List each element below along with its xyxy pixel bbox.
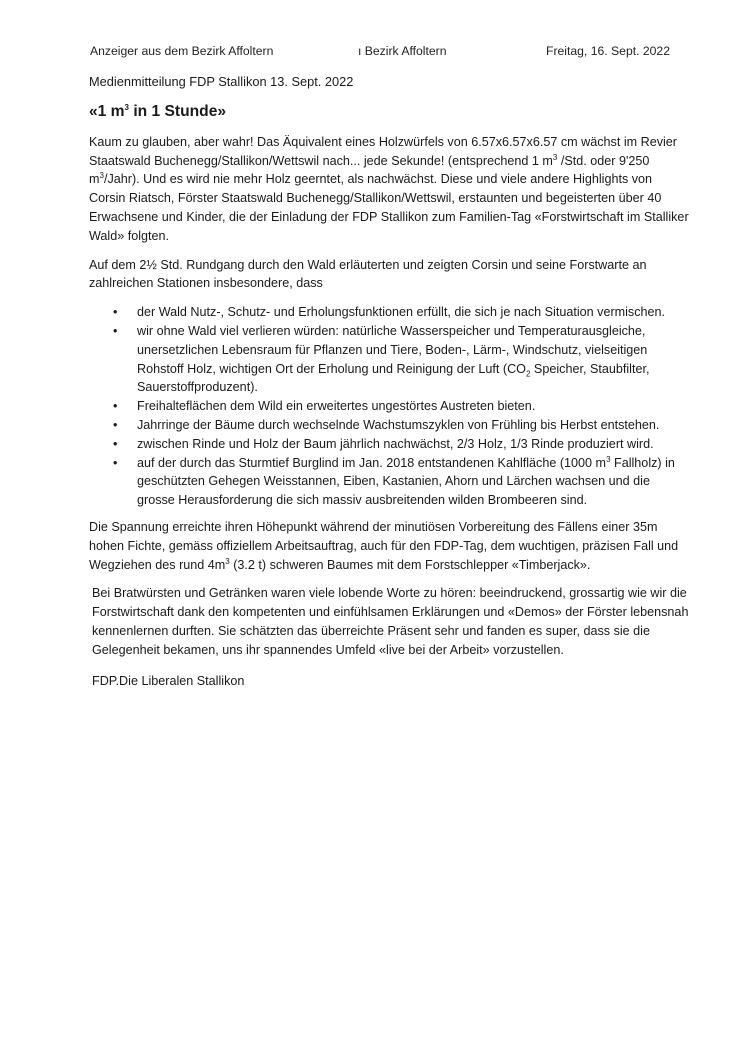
intro-superscript-2: 3	[99, 171, 104, 181]
signature: FDP.Die Liberalen Stallikon	[92, 673, 245, 688]
headline-part-1: «1 m	[89, 102, 125, 120]
list-item-text-continued: Speicher, Staubfilter, Sauerstoffproduzent).	[137, 361, 650, 395]
climax-text-2: (3.2 t) schweren Baumes mit dem Forstschlepper «Timberjack».	[229, 557, 591, 572]
intro-text-1: Kaum zu glauben, aber wahr! Das Äquivalent eines Holzwürfels von 6.57x6.57x6.57 cm wächst im Revier Staatswald Buchenegg/Stallikon/Wettswil nach... jede Sekunde! (entsprechend 1 m	[89, 134, 678, 168]
list-item	[113, 397, 689, 416]
bullet-marker: •	[113, 417, 118, 432]
list-item-text: Jahrringe der Bäume durch wechselnde Wachstumszyklen von Frühling bis Herbst entstehen.	[137, 417, 660, 432]
header-publication: Anzeiger aus dem Bezirk Affoltern	[90, 44, 274, 58]
list-item	[113, 435, 689, 454]
press-release-line: Medienmitteilung FDP Stallikon 13. Sept. 2022	[89, 74, 354, 89]
list-item	[113, 322, 689, 397]
article-headline	[89, 102, 689, 122]
intro-superscript-1: 3	[552, 152, 558, 162]
list-item-text: auf der durch das Sturmtief Burglind im Jan. 2018 entstandenen Kahlfläche (1000 m	[137, 455, 607, 470]
list-item-text: der Wald Nutz-, Schutz- und Erholungsfunktionen erfüllt, die sich je nach Situation vermischen.	[137, 305, 666, 320]
list-item	[113, 416, 689, 435]
bullet-marker: •	[113, 323, 118, 338]
closing-paragraph: Bei Bratwürsten und Getränken waren viele lobende Worte zu hören: beeindruckend, grossartig wie wir die Forstwirtschaft dank den kompetenten und einfühlsamen Erklärungen und «Demos» der Förster lebensnah kennenlernen durften. Sie schätzten das überreichte Präsent sehr und fanden es super, dass sie die Gelegenheit bekamen, uns ihr spannendes Umfeld «live bei der Arbeit» vorzustellen.	[92, 586, 689, 657]
climax-superscript: 3	[225, 556, 230, 566]
climax-text-1: Die Spannung erreichte ihren Höhepunkt während der minutiösen Vorbereitung des Fällens einer 35m hohen Fichte, gemäss offiziellem Arbeitsauftrag, auch für den FDP-Tag, dem wuchtigen, präzisen Fall und Wegziehen des rund 4m	[89, 519, 679, 572]
co2-subscript: 2	[525, 369, 531, 379]
bullet-marker: •	[113, 455, 118, 470]
tour-intro-paragraph: Auf dem 2½ Std. Rundgang durch den Wald erläuterten und zeigten Corsin und seine Forstwarte an zahlreichen Stationen insbesondere, dass	[89, 257, 647, 291]
intro-paragraph	[89, 133, 689, 246]
bullet-marker: •	[113, 305, 118, 320]
article-body	[89, 73, 689, 690]
list-item	[113, 454, 689, 510]
list-item	[113, 303, 689, 322]
intro-text-3: /Jahr). Und es wird nie mehr Holz geerntet, als nachwächst. Diese und viele andere Highlights von Corsin Riatsch, Förster Staatswald Buchenegg/Stallikon/Wettswil, erstaunten und begeisterten über 40 Erwachsene und Kinder, die der Einladung der FDP Stallikon zum Familien-Tag «Forstwirtschaft im Stalliker Wald» folgten.	[89, 172, 689, 243]
header-date: Freitag, 16. Sept. 2022	[546, 44, 670, 58]
list-item-text: zwischen Rinde und Holz der Baum jährlich nachwächst, 2/3 Holz, 1/3 Rinde produziert wird.	[137, 436, 654, 451]
bullet-marker: •	[113, 436, 118, 451]
stations-list	[89, 303, 689, 510]
bullet-marker: •	[113, 399, 118, 414]
list-item-text: Freihalteflächen dem Wild ein erweitertes ungestörtes Austreten bieten.	[137, 399, 536, 414]
page-header	[90, 44, 670, 60]
header-section: ı Bezirk Affoltern	[358, 44, 447, 58]
intro-text-2: /Std. oder 9'250 m	[89, 153, 650, 187]
climax-paragraph	[89, 518, 689, 574]
cubic-superscript: 3	[606, 454, 611, 464]
headline-part-2: in 1 Stunde»	[129, 102, 227, 120]
headline-superscript: 3	[124, 102, 129, 112]
list-item-text: wir ohne Wald viel verlieren würden: natürliche Wasserspeicher und Temperaturausgleiche, unersetzlichen Lebensraum für Pflanzen und Tiere, Boden-, Lärm-, Windschutz, vielseitigen Rohstoff Holz, wichtigen Ort der Erholung und Reinigung der Luft (CO	[137, 323, 648, 376]
list-item-text-continued: Fallholz) in geschützten Gehegen Weisstannen, Eiben, Kastanien, Ahorn und Lärchen wachsen und die grosse Herausforderung die sich massiv ausbreitenden wilden Brombeeren sind.	[137, 455, 675, 508]
